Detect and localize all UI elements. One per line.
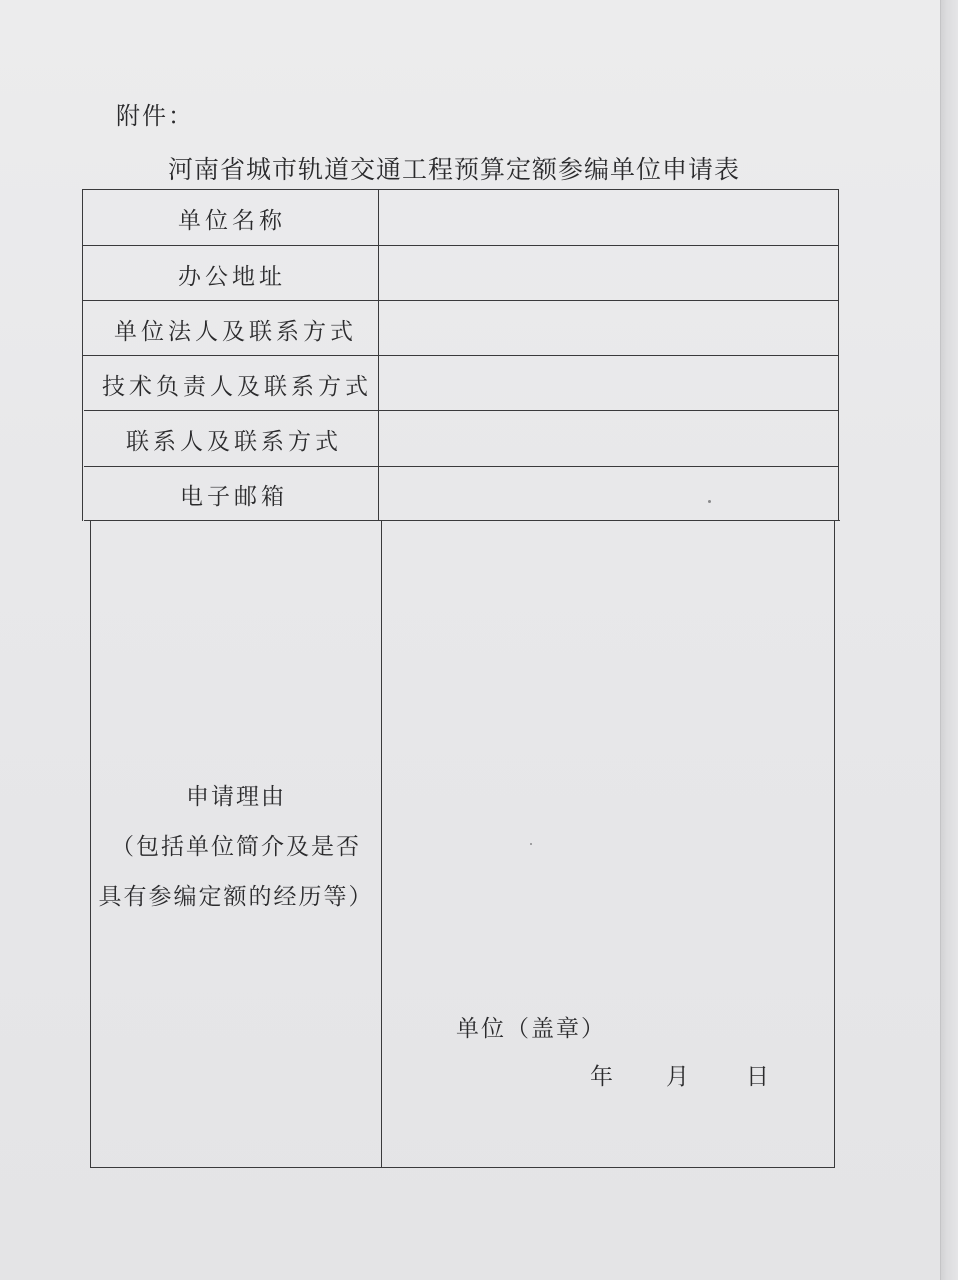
row-divider — [82, 300, 838, 301]
row-divider — [84, 466, 839, 467]
field-legal-representative-contact[interactable] — [382, 303, 836, 353]
label-legal-representative-contact: 单位法人及联系方式 — [114, 319, 357, 345]
paper-speck — [708, 500, 711, 503]
field-unit-name[interactable] — [382, 192, 836, 243]
table-left-border — [82, 189, 83, 521]
form-title: 河南省城市轨道交通工程预算定额参编单位申请表 — [168, 155, 741, 184]
label-unit-name: 单位名称 — [178, 208, 286, 234]
table-left-border — [90, 520, 91, 1168]
field-application-reason[interactable] — [384, 523, 832, 993]
attachment-label: 附件： — [116, 102, 194, 130]
row-divider — [84, 520, 840, 521]
label-email: 电子邮箱 — [180, 484, 288, 510]
paper-edge — [940, 0, 958, 1280]
row-divider — [83, 355, 838, 356]
table-top-border — [82, 189, 838, 190]
label-contact-person: 联系人及联系方式 — [126, 429, 342, 455]
day-label: 日 — [746, 1064, 769, 1090]
label-technical-lead-contact: 技术负责人及联系方式 — [102, 374, 372, 400]
field-contact-person[interactable] — [382, 413, 836, 464]
reason-note-line-2: 具有参编定额的经历等） — [98, 884, 374, 910]
paper-speck — [530, 843, 532, 845]
table-bottom-border — [90, 1167, 834, 1168]
year-label: 年 — [590, 1064, 613, 1090]
reason-label — [92, 772, 380, 922]
column-divider — [381, 520, 382, 1168]
field-technical-lead-contact[interactable] — [382, 358, 836, 408]
field-email[interactable] — [382, 469, 836, 518]
row-divider — [84, 410, 839, 411]
month-label: 月 — [666, 1064, 689, 1090]
label-office-address: 办公地址 — [178, 264, 286, 290]
reason-note-line-1: （包括单位简介及是否 — [111, 834, 361, 860]
table-right-border — [838, 189, 839, 521]
column-divider — [378, 189, 379, 521]
row-divider — [82, 245, 838, 246]
table-right-border — [834, 520, 835, 1168]
reason-title: 申请理由 — [186, 784, 286, 810]
field-office-address[interactable] — [382, 248, 836, 298]
seal-label: 单位（盖章） — [456, 1016, 606, 1042]
